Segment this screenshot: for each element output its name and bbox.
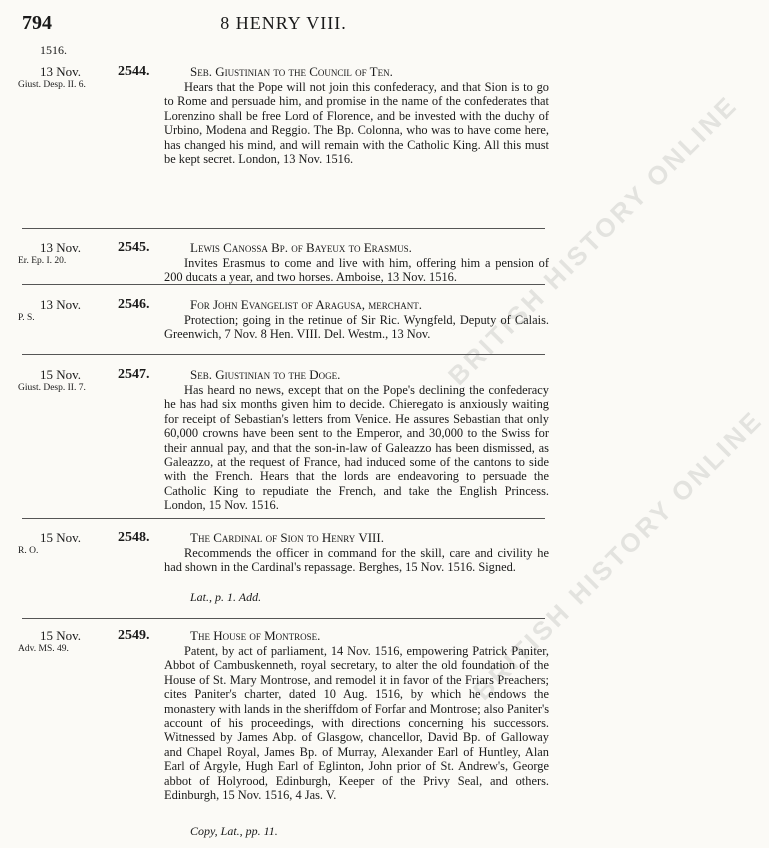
- running-title: 8 HENRY VIII.: [220, 13, 347, 33]
- page-number: 794: [22, 12, 52, 34]
- entry-source: Er. Ep. I. 20.: [18, 256, 67, 266]
- entry-source: Adv. MS. 49.: [18, 644, 69, 654]
- entry-text: Invites Erasmus to come and live with him, offering him a pension of 200 ducats a year, and two horses. Amboise, 13 Nov. 1516.: [164, 256, 549, 285]
- year-heading: 1516.: [40, 43, 67, 57]
- entry-number: 2549.: [118, 628, 150, 643]
- entry-source: R. O.: [18, 546, 39, 556]
- entry-title: Seb. Giustinian to the Council of Ten.: [190, 64, 393, 79]
- entry-date: 13 Nov.: [40, 240, 82, 255]
- divider: [22, 518, 545, 519]
- entry-title: The Cardinal of Sion to Henry VIII.: [190, 530, 384, 545]
- entry-source: P. S.: [18, 313, 35, 323]
- divider: [22, 228, 545, 229]
- entry-text: Has heard no news, except that on the Pope's declining the confederacy he has had six months given him to decide. Chieregato is anxiously waiting for receipt of Sebastian's letters from Venice. He assures Sebastian that only 60,000 crowns have been sent to the Emperor, and 30,000 to the Swiss for their annual pay, and that the son-in-law of Galeazzo has been dismissed, as Galeazzo, at the request of France, had induced some of the cantons to side with the French. Hears that the lords are endeavoring to persuade the Catholic King to repudiate the French, and take the English Princess. London, 15 Nov. 1516.: [164, 383, 549, 513]
- entry-text: Patent, by act of parliament, 14 Nov. 1516, empowering Patrick Paniter, Abbot of Cambuskenneth, royal secretary, to alter the old foundation of the House of St. Mary Montrose, and remodel it in favor of the Friars Preachers; cites Paniter's charter, dated 10 Aug. 1516, by which he endows the monastery with lands in the sheriffdom of Forfar and Montrose; also Paniter's account of his proceedings, with directions concerning his successors. Witnessed by James Abp. of Glasgow, chancellor, David Bp. of Galloway and Chapel Royal, James Bp. of Murray, Alexander Earl of Huntley, Alan Earl of Argyle, Hugh Earl of Eglinton, John prior of St. Andrew's, George abbot of Holyrood, Edinburgh, Keeper of the Privy Seal, and others. Edinburgh, 15 Nov. 1516, 4 Jas. V.: [164, 644, 550, 803]
- entry-title: Lewis Canossa Bp. of Bayeux to Erasmus.: [190, 240, 412, 255]
- divider: [22, 284, 545, 285]
- entry-note: Lat., p. 1. Add.: [190, 590, 262, 604]
- entry-date: 15 Nov.: [40, 628, 82, 643]
- entry-note: Copy, Lat., pp. 11.: [190, 824, 278, 838]
- entry-number: 2547.: [118, 367, 150, 382]
- watermark: BRITISH HISTORY ONLINE: [442, 89, 744, 391]
- entry-title: The House of Montrose.: [190, 628, 321, 643]
- entry-date: 13 Nov.: [40, 297, 82, 312]
- entry-date: 13 Nov.: [40, 64, 82, 79]
- divider: [22, 618, 545, 619]
- entry-date: 15 Nov.: [40, 530, 82, 545]
- entry-title: For John Evangelist of Aragusa, merchant.: [190, 297, 422, 312]
- entry-date: 15 Nov.: [40, 367, 82, 382]
- entry-number: 2545.: [118, 240, 150, 255]
- watermark: BRITISH HISTORY ONLINE: [467, 404, 769, 706]
- divider: [22, 354, 545, 355]
- entry-text: Hears that the Pope will not join this confederacy, and that Sion is to go to Rome and persuade him, and promise in the name of the confederates that Lorenzino shall be free Lord of Florence, and be invested with the duchy of Urbino, Modena and Reggio. The Bp. Colonna, who was to have come here, has changed his mind, and will remain with the Catholic King. All this must be kept secret. London, 13 Nov. 1516.: [164, 80, 549, 167]
- entry-title: Seb. Giustinian to the Doge.: [190, 367, 341, 382]
- page-header: [22, 12, 545, 40]
- entry-number: 2548.: [118, 530, 150, 545]
- entry-source: Giust. Desp. II. 6.: [18, 80, 86, 90]
- entry-number: 2544.: [118, 64, 150, 79]
- entry-text: Protection; going in the retinue of Sir Ric. Wyngfeld, Deputy of Calais. Greenwich, 7 Nov. 8 Hen. VIII. Del. Westm., 13 Nov.: [164, 313, 549, 342]
- entry-text: Recommends the officer in command for the skill, care and civility he had shown in the Cardinal's repassage. Berghes, 15 Nov. 1516. Signed.: [164, 546, 549, 575]
- entry-number: 2546.: [118, 297, 150, 312]
- entry-source: Giust. Desp. II. 7.: [18, 383, 86, 393]
